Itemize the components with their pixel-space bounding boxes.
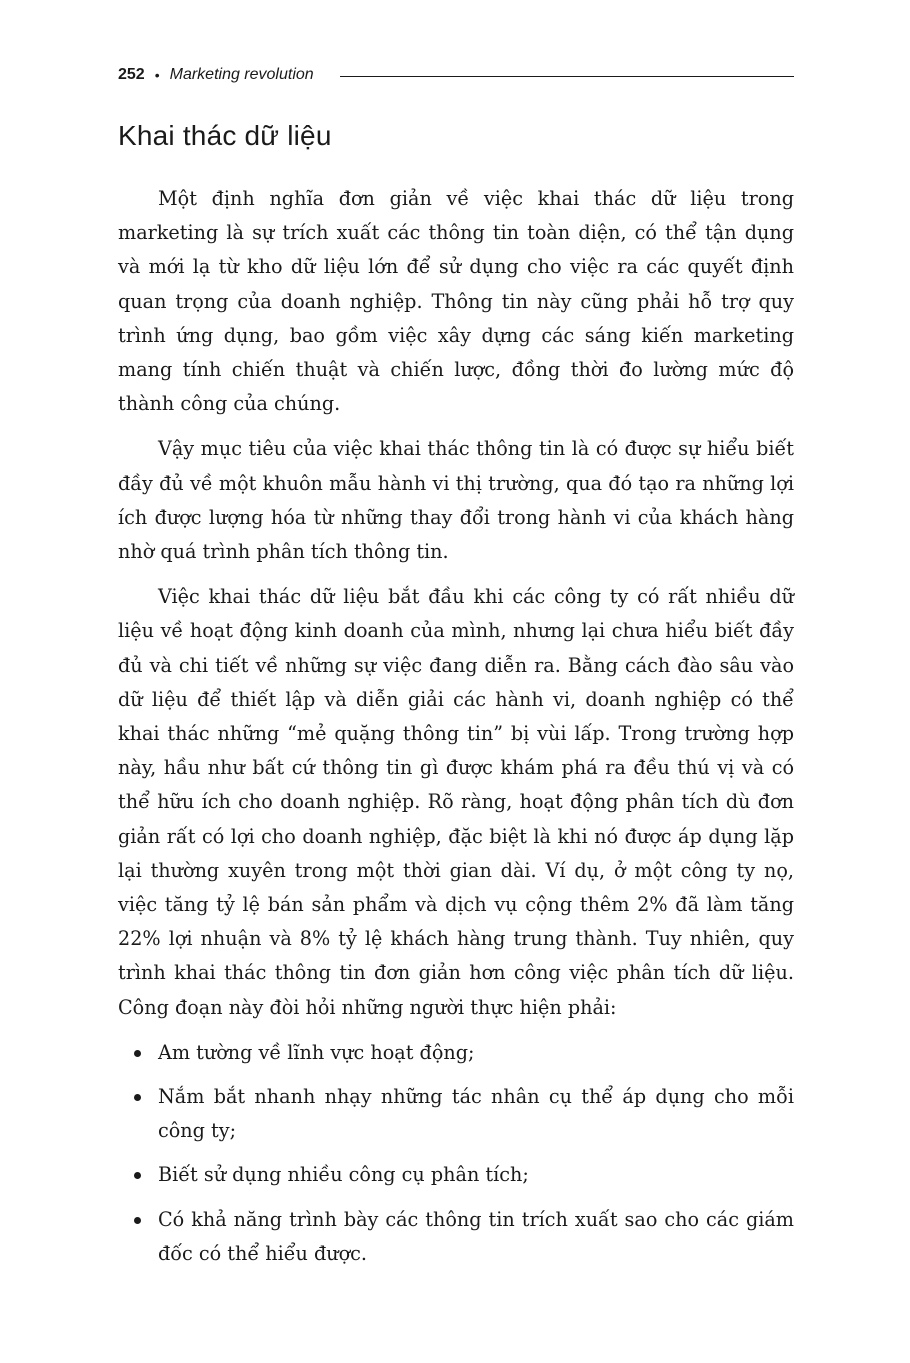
paragraph-definition: Một định nghĩa đơn giản về việc khai thác dữ liệu trong marketing là sự trích xuất các thông tin toàn diện, có thể tận dụng và mới lạ từ kho dữ liệu lớn để sử dụng cho việc ra các quyết định quan trọng của doanh nghiệp. Thông tin này cũng phải hỗ trợ quy trình ứng dụng, bao gồm việc xây dựng các sáng kiến marketing mang tính chiến thuật và chiến lược, đồng thời đo lường mức độ thành công của chúng.: [118, 187, 794, 416]
list-item: [118, 1158, 794, 1192]
bullet-icon: [134, 1172, 141, 1179]
book-title: Marketing revolution: [169, 66, 314, 83]
bullet-icon: [134, 1217, 141, 1224]
header-separator: •: [154, 67, 160, 83]
header-rule: [340, 76, 794, 77]
body-text: [118, 182, 794, 1281]
list-item-text: Biết sử dụng nhiều công cụ phân tích;: [158, 1163, 529, 1187]
paragraph-process: Việc khai thác dữ liệu bắt đầu khi các công ty có rất nhiều dữ liệu về hoạt động kinh doanh của mình, nhưng lại chưa hiểu biết đầy đủ và chi tiết về những sự việc đang diễn ra. Bằng cách đào sâu vào dữ liệu để thiết lập và diễn giải các hành vi, doanh nghiệp có thể khai thác những “mẻ quặng thông tin” bị vùi lấp. Trong trường hợp này, hầu như bất cứ thông tin gì được khám phá ra đều thú vị và có thể hữu ích cho doanh nghiệp. Rõ ràng, hoạt động phân tích dù đơn giản rất có lợi cho doanh nghiệp, đặc biệt là khi nó được áp dụng lặp lại thường xuyên trong một thời gian dài. Ví dụ, ở một công ty nọ, việc tăng tỷ lệ bán sản phẩm và dịch vụ cộng thêm 2% đã làm tăng 22% lợi nhuận và 8% tỷ lệ khách hàng trung thành. Tuy nhiên, quy trình khai thác thông tin đơn giản hơn công việc phân tích dữ liệu. Công đoạn này đòi hỏi những người thực hiện phải:: [118, 585, 794, 1019]
list-item: [118, 1203, 794, 1271]
running-header: [118, 64, 794, 86]
list-item: [118, 1036, 794, 1070]
bullet-icon: [134, 1094, 141, 1101]
list-item-text: Nắm bắt nhanh nhạy những tác nhân cụ thể áp dụng cho mỗi công ty;: [158, 1085, 794, 1143]
page-number: 252: [118, 66, 145, 83]
bullet-icon: [134, 1050, 141, 1057]
section-heading: Khai thác dữ liệu: [118, 120, 332, 151]
list-item-text: Am tường về lĩnh vực hoạt động;: [158, 1040, 475, 1064]
list-item-text: Có khả năng trình bày các thông tin trích xuất sao cho các giám đốc có thể hiểu được.: [158, 1207, 794, 1265]
list-item: [118, 1080, 794, 1148]
paragraph-objective: Vậy mục tiêu của việc khai thác thông tin là có được sự hiểu biết đầy đủ về một khuôn mẫu hành vi thị trường, qua đó tạo ra những lợi ích được lượng hóa từ những thay đổi trong hành vi của khách hàng nhờ quá trình phân tích thông tin.: [118, 437, 794, 564]
requirements-list: [118, 1036, 794, 1271]
